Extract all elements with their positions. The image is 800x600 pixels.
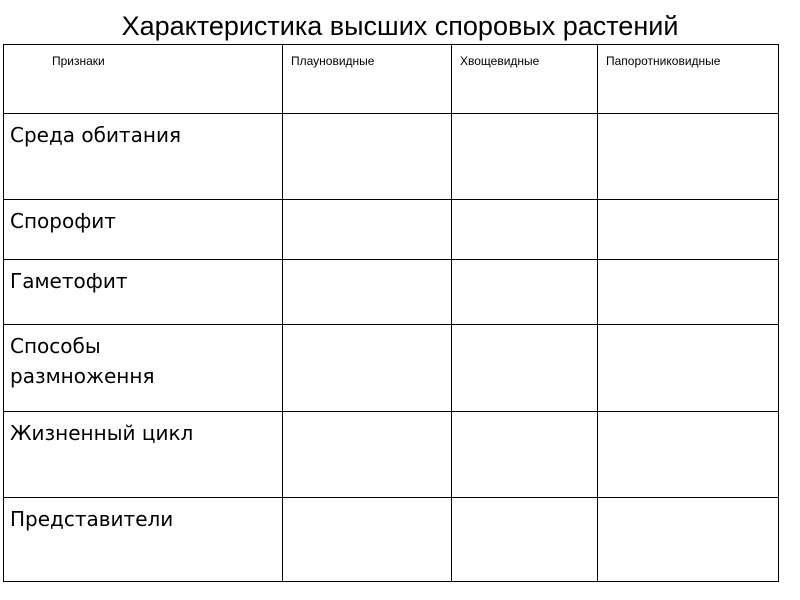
table-cell[interactable] (283, 498, 452, 582)
row-label-reproduction (4, 325, 283, 412)
table-cell[interactable] (598, 114, 779, 200)
table-cell[interactable] (452, 498, 598, 582)
table-cell[interactable] (598, 200, 779, 260)
header-cell-lycopods: Плауновидные (283, 45, 452, 114)
table-cell[interactable] (283, 325, 452, 412)
row-label-habitat: Среда обитания (4, 114, 283, 200)
row-label-reproduction-line-1: Способы (10, 334, 101, 358)
row-label-sporophyte: Спорофит (4, 200, 283, 260)
table-row (4, 260, 779, 325)
header-cell-horsetails: Хвощевидные (452, 45, 598, 114)
table-cell[interactable] (598, 412, 779, 498)
table-row (4, 498, 779, 582)
row-label-reproduction-line-2: размноження (10, 364, 155, 388)
table-row (4, 200, 779, 260)
table-row (4, 325, 779, 412)
table-cell[interactable] (598, 260, 779, 325)
row-label-life-cycle: Жизненный цикл (4, 412, 283, 498)
header-cell-ferns: Папоротниковидные (598, 45, 779, 114)
table-row (4, 114, 779, 200)
table-cell[interactable] (452, 200, 598, 260)
header-cell-features: Признаки (4, 45, 283, 114)
table-cell[interactable] (283, 412, 452, 498)
table-row (4, 412, 779, 498)
table-cell[interactable] (283, 200, 452, 260)
table-header-row (4, 45, 779, 114)
characteristics-table (3, 44, 779, 582)
table-cell[interactable] (283, 114, 452, 200)
row-label-representatives: Представители (4, 498, 283, 582)
table-cell[interactable] (452, 114, 598, 200)
table-cell[interactable] (598, 325, 779, 412)
table-cell[interactable] (452, 325, 598, 412)
page-title: Характеристика высших споровых растений (121, 11, 679, 41)
table-cell[interactable] (452, 260, 598, 325)
table-cell[interactable] (283, 260, 452, 325)
table-cell[interactable] (598, 498, 779, 582)
row-label-gametophyte: Гаметофит (4, 260, 283, 325)
table-cell[interactable] (452, 412, 598, 498)
